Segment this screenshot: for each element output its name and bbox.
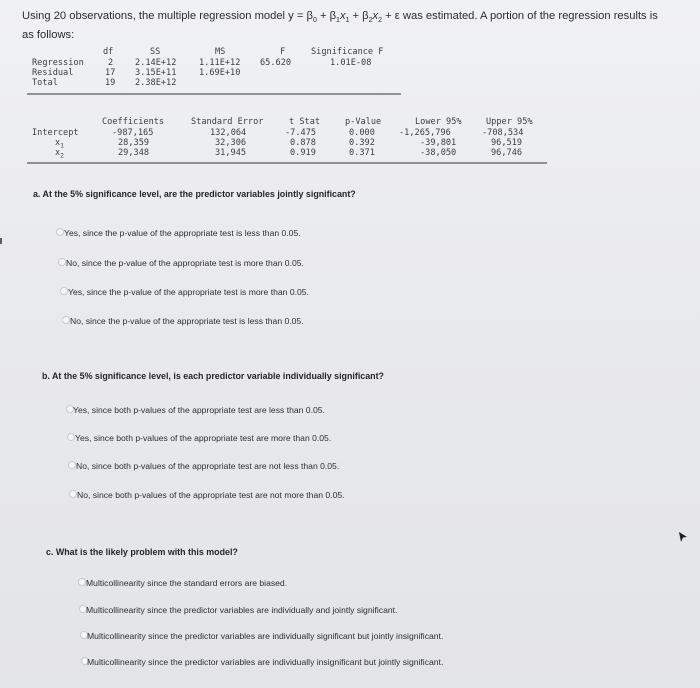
coef-std-error: 31,945 [215, 148, 247, 158]
anova-ss: 3.15E+11 [135, 68, 177, 78]
coef-value: 28,359 [118, 138, 150, 148]
coef-header-p-value: p-Value [345, 117, 382, 127]
anova-sig: 1.01E-08 [330, 58, 372, 68]
anova-header-sig: Significance F [311, 47, 384, 57]
coef-row-label: Intercept [32, 128, 79, 138]
option-b4[interactable]: No, since both p-values of the appropriate test are not more than 0.05. [77, 490, 345, 500]
anova-ms: 1.11E+12 [199, 58, 241, 68]
anova-header-f: F [280, 47, 286, 57]
anova-header-df: df [103, 47, 114, 57]
option-a4[interactable]: No, since the p-value of the appropriate test is less than 0.05. [70, 316, 304, 326]
option-c3[interactable]: Multicollinearity since the predictor variables are individually significant but jointly insignificant. [87, 631, 444, 641]
option-b1[interactable]: Yes, since both p-values of the appropriate test are less than 0.05. [73, 405, 325, 415]
coef-header-coefficients: Coefficients [102, 117, 165, 127]
coef-row-label: $x_2$ [55, 148, 64, 160]
option-b3[interactable]: No, since both p-values of the appropriate test are not less than 0.05. [76, 461, 340, 471]
question-b: b. At the 5% significance level, is each predictor variable individually significant? [42, 371, 384, 381]
anova-df: 19 [105, 78, 116, 88]
coef-row-label: $x_1$ [55, 138, 64, 150]
radio-b2[interactable] [67, 433, 75, 441]
coef-t-stat: 0.919 [290, 148, 316, 158]
coef-t-stat: -7.475 [285, 128, 317, 138]
anova-header-ms: MS [215, 47, 226, 57]
coefficients-divider [27, 162, 547, 164]
coef-lower: -39,801 [420, 138, 457, 148]
radio-c1[interactable] [78, 578, 86, 586]
anova-f: 65.620 [260, 58, 292, 68]
radio-a1[interactable] [56, 228, 64, 236]
radio-a4[interactable] [62, 316, 70, 324]
radio-b4[interactable] [69, 490, 77, 498]
coef-header-t-stat: t Stat [289, 117, 321, 127]
coef-p-value: 0.392 [349, 138, 375, 148]
radio-a3[interactable] [60, 287, 68, 295]
intro-line1-post: was estimated. A portion of the regression results is [399, 10, 658, 22]
question-c: c. What is the likely problem with this model? [46, 547, 238, 557]
coef-p-value: 0.000 [349, 128, 375, 138]
anova-ss: 2.38E+12 [135, 78, 177, 88]
left-edge-marker [0, 238, 2, 244]
anova-df: 2 [108, 58, 114, 68]
coef-std-error: 32,306 [215, 138, 247, 148]
intro-line1-mid: + β [316, 10, 337, 22]
anova-header-ss: SS [150, 47, 161, 57]
coef-lower: -1,265,796 [399, 128, 451, 138]
coef-p-value: 0.371 [349, 148, 375, 158]
coef-std-error: 132,064 [210, 128, 247, 138]
coef-value: 29,348 [118, 148, 150, 158]
cursor-arrow-icon [679, 532, 687, 542]
coef-upper: 96,519 [491, 138, 523, 148]
coef-t-stat: 0.878 [290, 138, 316, 148]
anova-row-label: Residual [32, 68, 74, 78]
question-a: a. At the 5% significance level, are the predictor variables jointly significant? [33, 189, 356, 199]
coef-header-upper: Upper 95% [486, 117, 533, 127]
coef-upper: 96,746 [491, 148, 523, 158]
option-a3[interactable]: Yes, since the p-value of the appropriate test is more than 0.05. [68, 287, 309, 297]
coef-header-std-error: Standard Error [191, 117, 264, 127]
anova-df: 17 [105, 68, 116, 78]
option-a2[interactable]: No, since the p-value of the appropriate test is more than 0.05. [66, 258, 304, 268]
coef-upper: -708,534 [482, 128, 524, 138]
coef-lower: -38,050 [420, 148, 457, 158]
option-b2[interactable]: Yes, since both p-values of the appropriate test are more than 0.05. [75, 433, 332, 443]
anova-row-label: Total [32, 78, 58, 88]
option-a1[interactable]: Yes, since the p-value of the appropriate test is less than 0.05. [64, 228, 301, 238]
option-c2[interactable]: Multicollinearity since the predictor variables are individually and jointly significant. [86, 605, 398, 615]
anova-ms: 1.69E+10 [199, 68, 241, 78]
radio-b3[interactable] [68, 461, 76, 469]
anova-divider [27, 93, 401, 95]
anova-ss: 2.14E+12 [135, 58, 177, 68]
option-c4[interactable]: Multicollinearity since the predictor variables are individually insignificant but jointly significant. [87, 657, 444, 667]
radio-a2[interactable] [58, 258, 66, 266]
anova-row-label: Regression [32, 58, 84, 68]
problem-intro: Using 20 observations, the multiple regression model $y = \beta_0 + \beta_1x_1 + \beta_2x_2 + \varepsilon$ was estimated. A portion of the regression results is as follows: [22, 10, 658, 42]
coef-value: -987,165 [112, 128, 154, 138]
coef-header-lower: Lower 95% [415, 117, 462, 127]
intro-line1-pre: Using 20 observations, the multiple regression model y = β [22, 10, 313, 22]
intro-line2: as follows: [22, 29, 75, 42]
option-c1[interactable]: Multicollinearity since the standard errors are biased. [86, 578, 288, 588]
